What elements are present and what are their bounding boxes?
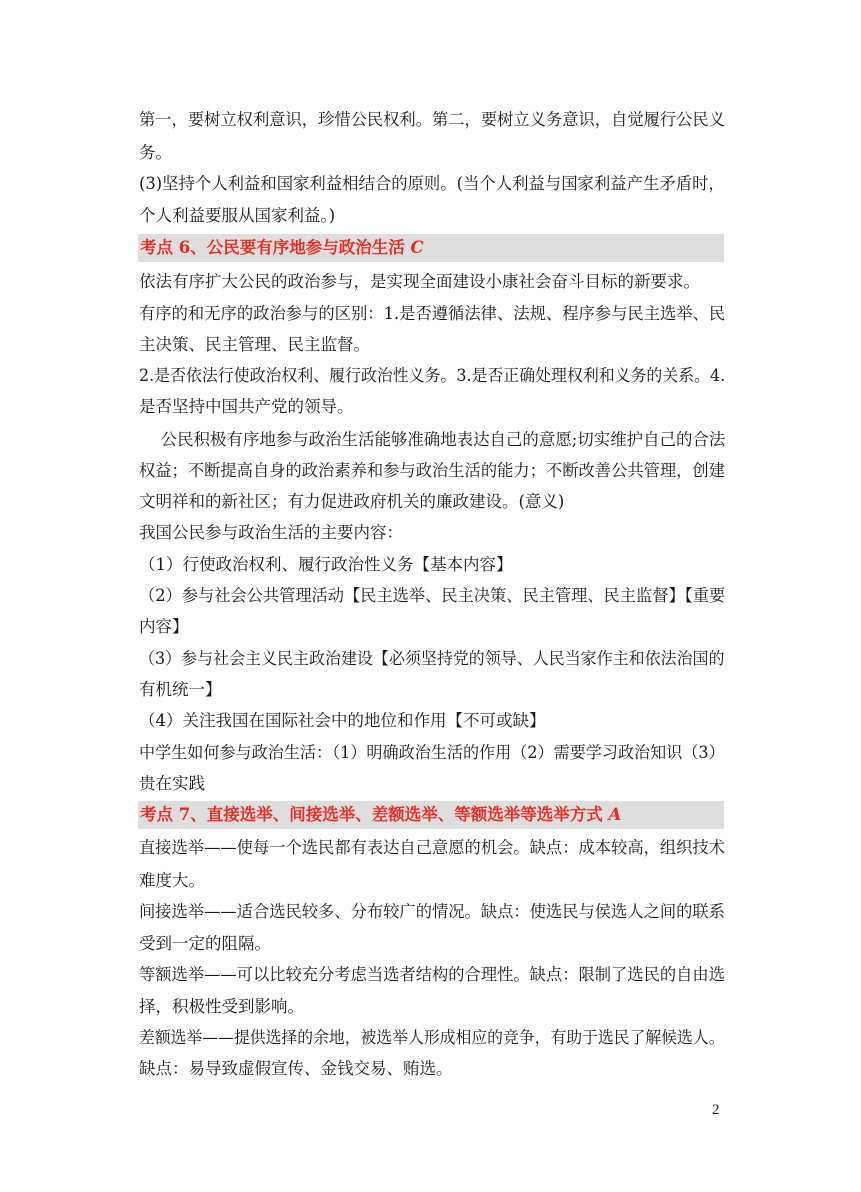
text-line: （4）关注我国在国际社会中的地位和作用【不可或缺】 [139,711,546,730]
text-line: 依法有序扩大公民的政治参与，是实现全面建设小康社会奋斗目标的新要求。 [139,272,700,291]
page-number: 2 [712,1102,720,1118]
text-line: (3)坚持个人利益和国家利益相结合的原则。(当个人利益与国家利益产生矛盾时， [139,174,725,193]
text-line: 公民积极有序地参与政治生活能够准确地表达自己的意愿;切实维护自己的合法 [139,430,726,449]
section-heading-6 [138,234,724,262]
heading-grade: C [410,238,424,257]
text-line: 贵在实践 [139,774,205,793]
text-line: 受到一定的阻隔。 [139,934,271,953]
text-line: 务。 [139,143,172,162]
section-heading-7 [138,801,724,829]
heading-text: 考点 7、直接选举、间接选举、差额选举、等额选举等选举方式 [140,805,609,824]
text-line: 内容】 [139,617,189,636]
text-line: 有机统一】 [139,680,222,699]
text-line: 差额选举——提供选择的余地，被选举人形成相应的竞争，有助于选民了解候选人。 [139,1028,725,1047]
text-line: 主决策、民主管理、民主监督。 [139,335,370,354]
text-line: 是否坚持中国共产党的领导。 [139,397,354,416]
heading-grade: A [608,805,622,824]
text-line: 权益；不断提高自身的政治素养和参与政治生活的能力；不断改善公共管理，创建 [139,461,725,480]
text-line: （3）参与社会主义民主政治建设【必须坚持党的领导、人民当家作主和依法治国的 [139,649,725,668]
text-line: 有序的和无序的政治参与的区别：1.是否遵循法律、法规、程序参与民主选举、民 [139,304,726,323]
text-line: （2）参与社会公共管理活动【民主选举、民主决策、民主管理、民主监督】【重要 [139,586,726,605]
text-line: （1）行使政治权利、履行政治性义务【基本内容】 [139,555,513,574]
text-line: 等额选举——可以比较充分考虑当选者结构的合理性。缺点：限制了选民的自由选 [139,965,725,984]
text-line: 2.是否依法行使政治权利、履行政治性义务。3.是否正确处理权利和义务的关系。4. [139,366,726,385]
text-line: 择，积极性受到影响。 [139,997,304,1016]
text-line: 个人利益要服从国家利益。) [139,206,336,225]
text-line: 直接选举——使每一个选民都有表达自己意愿的机会。缺点：成本较高，组织技术 [139,838,725,857]
text-line: 文明祥和的新社区；有力促进政府机关的廉政建设。(意义) [139,492,565,511]
text-line: 中学生如何参与政治生活：（1）明确政治生活的作用（2）需要学习政治知识（3） [139,743,725,762]
text-line: 间接选举——适合选民较多、分布较广的情况。缺点：使选民与侯选人之间的联系 [139,902,725,921]
text-line: 我国公民参与政治生活的主要内容： [139,523,403,542]
text-line: 第一，要树立权利意识，珍惜公民权利。第二，要树立义务意识，自觉履行公民义 [139,110,725,129]
text-line: 缺点：易导致虚假宣传、金钱交易、贿选。 [139,1059,453,1078]
text-line: 难度大。 [139,871,205,890]
heading-text: 考点 6、公民要有序地参与政治生活 [140,238,411,257]
